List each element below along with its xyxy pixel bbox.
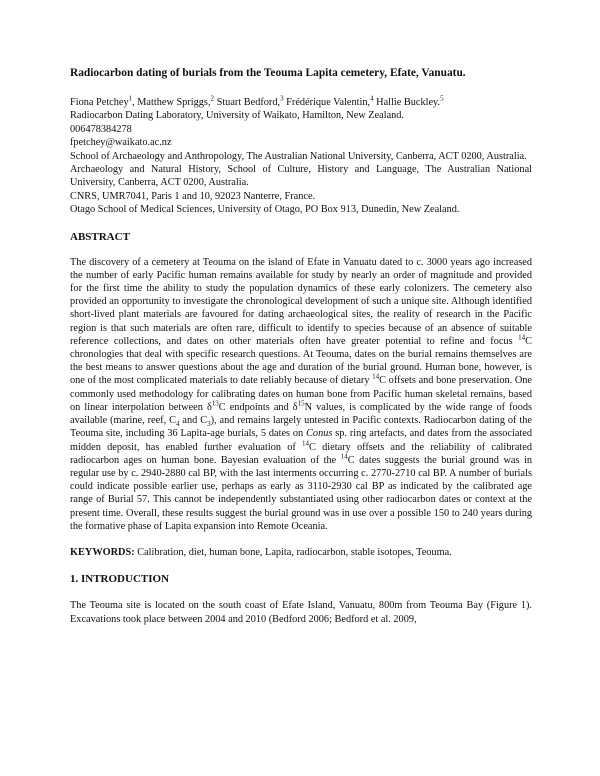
- affiliation-4: CNRS, UMR7041, Paris 1 and 10, 92023 Nanterre, France.: [70, 190, 316, 202]
- author-name: Frédérique Valentin: [286, 97, 368, 108]
- paper-title: Radiocarbon dating of burials from the Teouma Lapita cemetery, Efate, Vanuatu.: [70, 67, 466, 79]
- affiliation-5: Otago School of Medical Sciences, University of Otago, PO Box 913, Dunedin, New Zealand.: [70, 204, 460, 216]
- affiliation-3: Archaeology and Natural History, School of Culture, History and Language, The Australian National University, Canberra, ACT 0200, Australia.: [70, 164, 532, 189]
- intro-body: The Teouma site is located on the south coast of Efate Island, Vanuatu, 800m from Teouma Bay (Figure 1). Excavations took place between 2004 and 2010 (Bedford 2006; Bedford et al. 2009,: [70, 600, 532, 625]
- keywords-list: Calibration, diet, human bone, Lapita, radiocarbon, stable isotopes, Teouma.: [134, 546, 452, 558]
- author-sup: 2: [210, 94, 215, 103]
- keywords-line: [70, 546, 532, 559]
- author-sup: 4: [370, 94, 374, 103]
- intro-heading: 1. INTRODUCTION: [70, 573, 170, 586]
- author-name: Hallie Buckley: [376, 97, 438, 108]
- affiliation-phone: 006478384278: [70, 123, 132, 135]
- author-name: Matthew Spriggs: [137, 97, 208, 108]
- affiliation-1: Radiocarbon Dating Laboratory, University of Waikato, Hamilton, New Zealand.: [70, 110, 405, 122]
- keywords-label: KEYWORDS:: [70, 546, 135, 558]
- author-list: Fiona Petchey$^1$, Matthew Spriggs,$^2$ Stuart Bedford,$^3$ Frédérique Valentin,$^4$ Hallie Buckley.$^5$: [70, 94, 444, 108]
- affiliation-2: School of Archaeology and Anthropology, The Australian National University, Canberra, ACT 0200, Australia.: [70, 150, 527, 162]
- author-name: Stuart Bedford: [216, 97, 278, 108]
- author-sup: 5: [440, 94, 444, 103]
- abstract-heading: ABSTRACT: [70, 230, 130, 243]
- author-sup: 3: [280, 94, 284, 103]
- abstract-body: The discovery of a cemetery at Teouma on the island of Efate in Vanuatu dated to c. 3000 years ago increased the number of early Pacific human remains available for study by nearly an order of magnitude and provided for the first time the ability to study the population dynamics of these early colonizers. The cemetery also provided an opportunity to investigate the chronological development of such a unique site. Although identified short-lived plant materials are favoured for dating archaeological sites, the reality of research in the Pacific region is that such materials are often rare, difficult to identify to species because of an absence of suitable reference collections, and dates on other materials often have greater potential to refine and focus $^{14}$C chronologies that deal with specific research questions. At Teouma, dates on the burial remains themselves are the best means to answer questions about the age and duration of the burial ground. Human bone, however, is one of the most complicated materials to date reliably because of dietary $^{14}$C offsets and bone preservation. One commonly used methodology for calibrating dates on human bone from Pacific human skeletal remains, based on linear interpolation between $\delta^{13}C$ endpoints and $\delta^{15}N$ values, is complicated by the wide range of foods available (marine, reef, $C_4$ and $C_3$), and remains largely untested in Pacific contexts. Radiocarbon dating of the Teouma site, including 36 Lapita-age burials, 5 dates on Conus sp. ring artefacts, and dates from the associated midden deposit, has enabled further evaluation of $^{14}$C dietary offsets and the reliability of calibrated radiocarbon ages on human bone. Bayesian evaluation of the $^{14}$C dates suggests the burial ground was in regular use by c. 2940-2880 cal BP, with the last interments occurring c. 2770-2710 cal BP. A number of burials could indicate possible earlier use, perhaps as early as 3110-2930 cal BP as indicated by the calibrated age range of Burial 57. This cannot be independently substantiated using other radiocarbon dates or context at the present time. Overall, these results suggest the burial ground was in use over a possible 150 to 240 years during the formative phase of Lapita expansion into Remote Oceania.: [70, 256, 532, 532]
- author-name: Fiona Petchey: [70, 97, 129, 108]
- affiliation-email[interactable]: fpetchey@waikato.ac.nz: [70, 137, 172, 149]
- paper-page: [70, 66, 532, 626]
- author-sup: 1: [128, 94, 133, 103]
- author-block: [70, 96, 532, 217]
